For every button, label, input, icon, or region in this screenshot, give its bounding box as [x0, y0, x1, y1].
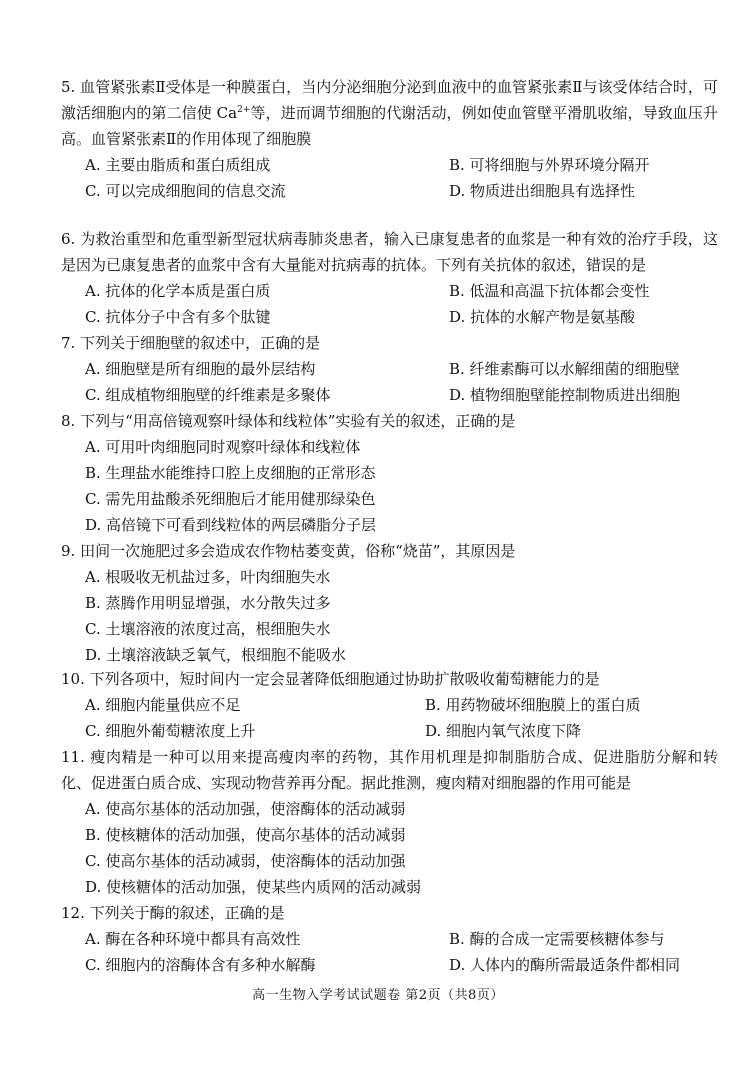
option-a[interactable]: A. 酶在各种环境中都具有高效性 [85, 930, 301, 948]
option-b[interactable]: B. 使核糖体的活动加强，使高尔基体的活动减弱 [85, 826, 406, 844]
option-d[interactable]: D. 物质进出细胞具有选择性 [449, 182, 636, 200]
option-b[interactable]: B. 生理盐水能维持口腔上皮细胞的正常形态 [85, 464, 376, 482]
option-a[interactable]: A. 可用叶肉细胞同时观察叶绿体和线粒体 [85, 438, 361, 456]
option-a[interactable]: A. 主要由脂质和蛋白质组成 [85, 156, 271, 174]
option-a[interactable]: A. 细胞内能量供应不足 [85, 696, 241, 714]
question-5 [61, 74, 718, 204]
option-c[interactable]: C. 细胞内的溶酶体含有多种水解酶 [85, 956, 316, 974]
option-c[interactable]: C. 抗体分子中含有多个肽键 [85, 308, 271, 326]
option-d[interactable]: D. 使核糖体的活动加强，使某些内质网的活动减弱 [85, 878, 422, 896]
option-c[interactable]: C. 需先用盐酸杀死细胞后才能用健那绿染色 [85, 490, 376, 508]
question-stem: 7. 下列关于细胞壁的叙述中，正确的是 [61, 334, 321, 352]
option-a[interactable]: A. 抗体的化学本质是蛋白质 [85, 282, 271, 300]
question-12 [61, 900, 718, 978]
option-c[interactable]: C. 组成植物细胞壁的纤维素是多聚体 [85, 386, 331, 404]
option-a[interactable]: A. 细胞壁是所有细胞的最外层结构 [85, 360, 316, 378]
question-10 [61, 666, 718, 744]
question-stem: 8. 下列与“用高倍镜观察叶绿体和线粒体”实验有关的叙述，正确的是 [61, 412, 516, 430]
question-stem: 10. 下列各项中，短时间内一定会显著降低细胞通过协助扩散吸收葡萄糖能力的是 [61, 670, 600, 688]
question-11 [61, 744, 718, 900]
options-grid [61, 278, 718, 330]
option-d[interactable]: D. 抗体的水解产物是氨基酸 [449, 308, 636, 326]
option-d[interactable]: D. 土壤溶液缺乏氧气，根细胞不能吸水 [85, 646, 347, 664]
question-stem: 5. 血管紧张素Ⅱ受体是一种膜蛋白，当内分泌细胞分泌到血液中的血管紧张素Ⅱ与该受体结合时，可激活细胞内的第二信使 $Ca^{2+}$等，进而调节细胞的代谢活动，例如使血管壁平滑肌收缩，导致血压升高。血管紧张素Ⅱ的作用体现了细胞膜 [61, 78, 718, 148]
question-stem: 11. 瘦肉精是一种可以用来提高瘦肉率的药物，其作用机理是抑制脂肪合成、促进脂肪分解和转化、促进蛋白质合成、实现动物营养再分配。据此推测，瘦肉精对细胞器的作用可能是 [61, 748, 718, 792]
option-b[interactable]: B. 纤维素酶可以水解细菌的细胞壁 [449, 360, 680, 378]
question-6 [61, 226, 718, 330]
option-b[interactable]: B. 酶的合成一定需要核糖体参与 [449, 930, 665, 948]
question-7 [61, 330, 718, 408]
options-grid [61, 692, 718, 744]
options-grid [61, 356, 718, 408]
option-c[interactable]: C. 使高尔基体的活动减弱，使溶酶体的活动加强 [85, 852, 406, 870]
option-c[interactable]: C. 可以完成细胞间的信息交流 [85, 182, 286, 200]
option-a[interactable]: A. 根吸收无机盐过多，叶肉细胞失水 [85, 568, 331, 586]
option-d[interactable]: D. 人体内的酶所需最适条件都相同 [449, 956, 681, 974]
option-b[interactable]: B. 可将细胞与外界环境分隔开 [449, 156, 650, 174]
question-stem: 6. 为救治重型和危重型新型冠状病毒肺炎患者，输入已康复患者的血浆是一种有效的治疗手段，这是因为已康复患者的血浆中含有大量能对抗病毒的抗体。下列有关抗体的叙述，错误的是 [61, 230, 718, 274]
superscript-charge: 2+ [237, 105, 251, 115]
page-footer: 高一生物入学考试试题卷 第2页（共8页） [252, 988, 504, 1003]
question-stem: 12. 下列关于酶的叙述，正确的是 [61, 904, 285, 922]
option-c[interactable]: C. 土壤溶液的浓度过高，根细胞失水 [85, 620, 331, 638]
options-grid [61, 926, 718, 978]
option-d[interactable]: D. 细胞内氧气浓度下降 [425, 722, 582, 740]
question-stem: 9. 田间一次施肥过多会造成农作物枯萎变黄，俗称“烧苗”，其原因是 [61, 542, 516, 560]
option-d[interactable]: D. 植物细胞壁能控制物质进出细胞 [449, 386, 681, 404]
question-8 [61, 408, 718, 538]
option-c[interactable]: C. 细胞外葡萄糖浓度上升 [85, 722, 256, 740]
option-b[interactable]: B. 低温和高温下抗体都会变性 [449, 282, 650, 300]
option-d[interactable]: D. 高倍镜下可看到线粒体的两层磷脂分子层 [85, 516, 377, 534]
option-b[interactable]: B. 用药物破坏细胞膜上的蛋白质 [425, 696, 641, 714]
question-9 [61, 538, 718, 668]
options-grid [61, 152, 718, 204]
option-b[interactable]: B. 蒸腾作用明显增强，水分散失过多 [85, 594, 331, 612]
option-a[interactable]: A. 使高尔基体的活动加强，使溶酶体的活动减弱 [85, 800, 406, 818]
